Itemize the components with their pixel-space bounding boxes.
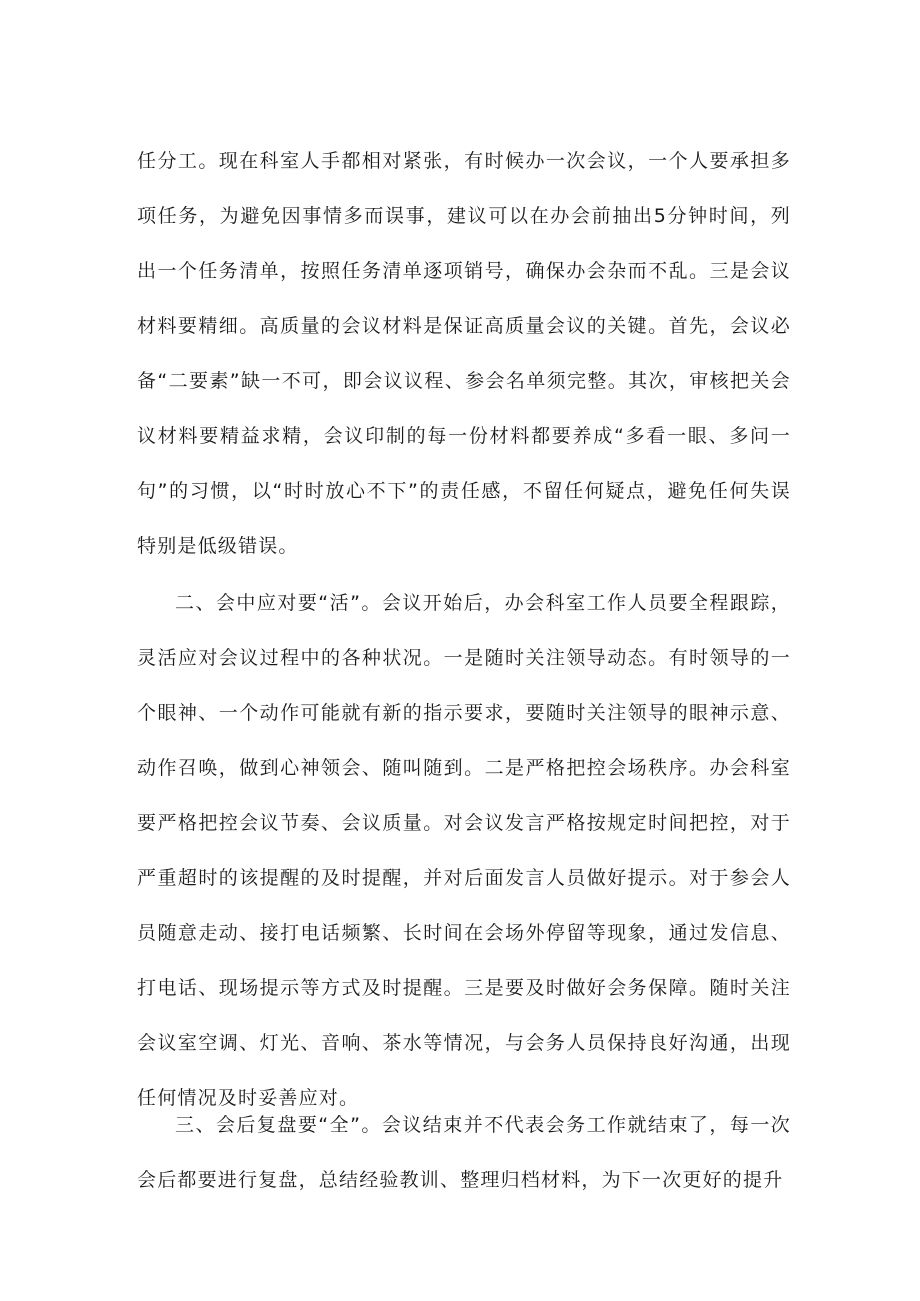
paragraph-1: 任分工。现在科室人手都相对紧张，有时候办一次会议，一个人要承担多项任务，为避免因事情多而误事，建议可以在办会前抽出5分钟时间，列出一个任务清单，按照任务清单逐项销号，确保办会杂而不乱。三是会议材料要精细。高质量的会议材料是保证高质量会议的关键。首先，会议必备“二要素”缺一不可，即会议议程、参会名单须完整。其次，审核把关会议材料要精益求精，会议印制的每一份材料都要养成“多看一眼、多问一句”的习惯，以“时时放心不下”的责任感，不留任何疑点，避免任何失误特别是低级错误。 — [137, 150, 791, 557]
paragraph-3: 三、会后复盘要“全”。会议结束并不代表会务工作就结束了，每一次会后都要进行复盘，总结经验教训、整理归档材料，为下一次更好的提升 — [137, 1114, 791, 1191]
paragraph-2: 二、会中应对要“活”。会议开始后，办会科室工作人员要全程跟踪，灵活应对会议过程中的各种状况。一是随时关注领导动态。有时领导的一个眼神、一个动作可能就有新的指示要求，要随时关注领导的眼神示意、动作召唤，做到心神领会、随叫随到。二是严格把控会场秩序。办会科室要严格把控会议节奏、会议质量。对会议发言严格按规定时间把控，对于严重超时的该提醒的及时提醒，并对后面发言人员做好提示。对于参会人员随意走动、接打电话频繁、长时间在会场外停留等现象，通过发信息、打电话、现场提示等方式及时提醒。三是要及时做好会务保障。随时关注会议室空调、灯光、音响、茶水等情况，与会务人员保持良好沟通，出现任何情况及时妥善应对。 — [137, 592, 791, 1109]
